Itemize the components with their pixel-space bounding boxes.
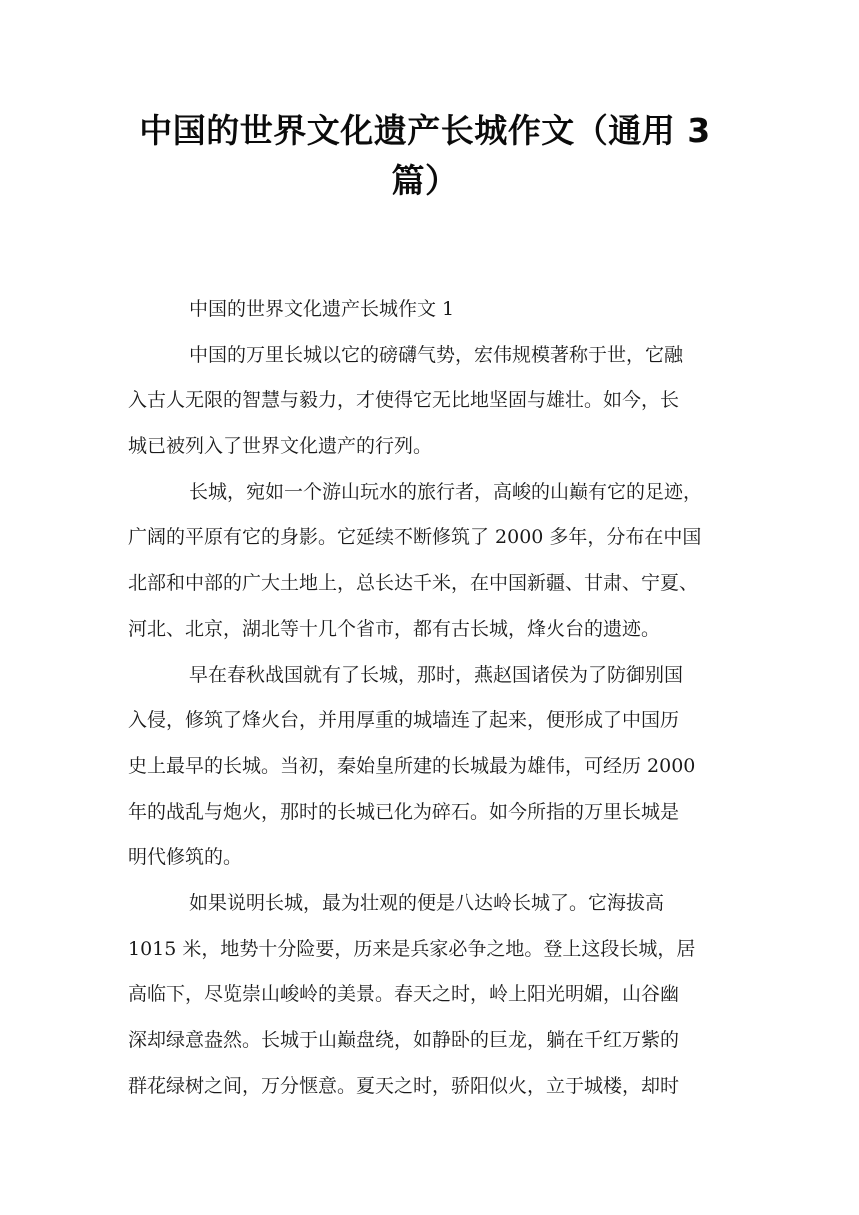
paragraph-line: 河北、北京，湖北等十几个省市，都有古长城，烽火台的遗迹。 bbox=[128, 617, 661, 640]
paragraph-line: 入侵，修筑了烽火台，并用厚重的城墙连了起来，便形成了中国历 bbox=[128, 709, 680, 732]
paragraph-line: 深却绿意盎然。长城于山巅盘绕，如静卧的巨龙，躺在千红万紫的 bbox=[128, 1029, 680, 1051]
paragraph-line: 如果说明长城，最为壮观的便是八达岭长城了。它海拔高 bbox=[189, 891, 665, 914]
paragraph-line: 城已被列入了世界文化遗产的行列。 bbox=[128, 435, 433, 458]
section-heading: 中国的世界文化遗产长城作文 1 bbox=[189, 298, 455, 320]
document-title: 中国的世界文化遗产长城作文（通用 3 篇） bbox=[139, 111, 711, 200]
paragraph-line: 1015 米，地势十分险要，历来是兵家必争之地。登上这段长城，居 bbox=[128, 937, 696, 960]
paragraph-line: 入古人无限的智慧与毅力，才使得它无比地坚固与雄壮。如今，长 bbox=[128, 389, 680, 412]
paragraph-line: 中国的万里长城以它的磅礴气势，宏伟规模著称于世，它融 bbox=[189, 343, 684, 366]
paragraph-line: 年的战乱与炮火，那时的长城已化为碎石。如今所指的万里长城是 bbox=[128, 800, 680, 823]
paragraph-line: 高临下，尽览崇山峻岭的美景。春天之时，岭上阳光明媚，山谷幽 bbox=[128, 983, 680, 1006]
paragraph-line: 北部和中部的广大土地上，总长达千米，在中国新疆、甘肃、宁夏、 bbox=[128, 572, 699, 595]
document-body bbox=[128, 290, 728, 1112]
paragraph-line: 明代修筑的。 bbox=[128, 846, 243, 869]
paragraph-line: 群花绿树之间，万分惬意。夏天之时，骄阳似火，立于城楼，却时 bbox=[128, 1074, 680, 1097]
paragraph-line: 史上最早的长城。当初，秦始皇所建的长城最为雄伟，可经历 2000 bbox=[128, 754, 696, 777]
paragraph-line: 长城，宛如一个游山玩水的旅行者，高峻的山巅有它的足迹， bbox=[189, 480, 703, 503]
paragraph-line: 早在春秋战国就有了长城，那时，燕赵国诸侯为了防御别国 bbox=[189, 663, 684, 686]
paragraph-line: 广阔的平原有它的身影。它延续不断修筑了 2000 多年，分布在中国 bbox=[128, 526, 702, 549]
